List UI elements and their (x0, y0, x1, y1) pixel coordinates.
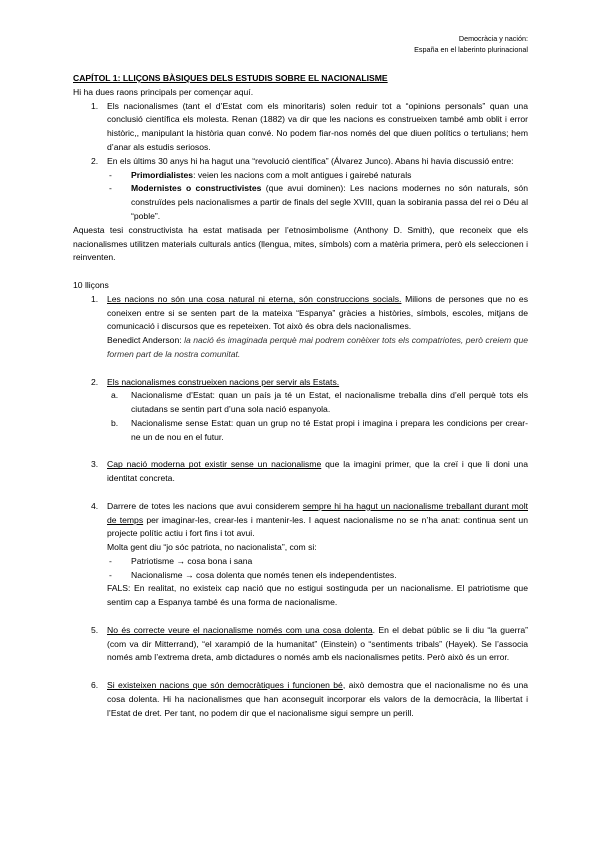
lessons-heading: 10 lliçons (73, 279, 109, 290)
lesson-number: 1. (91, 293, 99, 304)
subitem-text: Nacionalisme sense Estat: quan un grup no té Estat propi i imagina i prepara les condicions per crear-ne un de nou en el futur. (131, 417, 528, 442)
reason-number: 1. (91, 100, 99, 111)
lesson-number: 3. (91, 459, 99, 470)
lesson-number: 6. (91, 680, 99, 691)
lesson-key-statement: No és correcte veure el nacionalisme només com una cosa dolenta (107, 624, 373, 635)
school-term: Modernistes o constructivistes (131, 183, 262, 194)
school-term: Primordialistes (131, 169, 194, 180)
document-body (73, 72, 528, 720)
school-item (73, 169, 528, 183)
lesson-after (73, 582, 528, 610)
reason-number: 2. (91, 155, 99, 166)
quote-text: la nació és imaginada perquè mai podrem conèixer tots els compatriotes, però creiem que formen part de la nostra comunitat. (107, 335, 528, 359)
header-line-1: Democràcia y nación: (458, 34, 528, 43)
lesson-bullet (73, 555, 528, 569)
reason-item (73, 100, 528, 155)
lesson-item (73, 458, 528, 486)
reasons-list (73, 100, 528, 169)
lesson-subitem (73, 389, 528, 417)
lesson-number: 4. (91, 500, 99, 511)
chapter-title: CAPÍTOL 1: LLIÇONS BÀSIQUES DELS ESTUDIS SOBRE EL NACIONALISME (73, 73, 388, 83)
lesson-text: Milions de persones que no es coneixen entre si se senten part de la mateixa “Espanya” gràcies a històries, símbols, escoles, mitjans de comunicació i discursos que es repeteixen. Tot això és obra dels nacionalismes. (107, 293, 529, 332)
reason-text: Els nacionalismes (tant el d’Estat com els minoritaris) solen reduir tot a “opinions personals” quan una conclusió científica els molesta. Renan (1882) va dir que les nacions es construeixen també amb oblit i error històric,, manipulant la història quan convé. No podem fiar-nos només del que diuen polítics o tertulians; hem d’anar als estudis seriosos. (107, 100, 528, 152)
lessons-list (73, 293, 528, 721)
lesson-key-statement: Els nacionalismes construeixen nacions per servir als Estats. (107, 376, 340, 387)
schools-list (73, 169, 528, 224)
lesson-item (73, 624, 528, 665)
bullet-text: Nacionalisme → cosa dolenta que només tenen els independentistes. (131, 569, 397, 580)
subitem-text: Nacionalisme d’Estat: quan un país ja té un Estat, el nacionalisme treballa dins d’ell perquè tots els ciutadans se sentin part d’una sola nació espanyola. (131, 390, 528, 415)
lesson-after-text: FALS: En realitat, no existeix cap nació que no estigui sostinguda per un nacionalisme. El patriotisme que sentim cap a Espanya també és una forma de nacionalisme. (107, 583, 528, 608)
lesson-key-statement: Les nacions no són una cosa natural ni eterna, són construccions socials. (107, 293, 402, 304)
lesson-text: . En el debat públic se li diu “la guerra” (com va dir Mitterrand), “el xarampió de la humanitat” (Einstein) o “sentiments tribals” (Hayek). Se l’associa només amb l’extrema dreta, amb dictadures o només amb els nacionalismes petits. Però això és un error. (107, 624, 528, 663)
lesson-item (73, 500, 528, 555)
lesson-item (73, 293, 528, 362)
dash-bullet: - (109, 555, 112, 566)
reason-text: En els últims 30 anys hi ha hagut una “revolució científica” (Álvarez Junco). Abans hi havia discussió entre: (107, 155, 514, 166)
subitem-letter: b. (111, 417, 119, 428)
subitem-letter: a. (111, 390, 119, 401)
dash-bullet: - (109, 183, 112, 194)
lesson-text: , això demostra que el nacionalisme no és una cosa dolenta. Hi ha nacionalismes que han aconseguit incorporar els valors de la democràcia, la llibertat i l’Estat de dret. Per tant, no podem dir que el nacionalisme sigui sempre un perill. (107, 680, 528, 718)
lesson-key-statement: Si existeixen nacions que són democràtiques i funcionen bé (107, 680, 343, 691)
lesson-number: 5. (91, 624, 99, 635)
lesson-number: 2. (91, 376, 99, 387)
lesson-item (73, 679, 528, 720)
lesson-key-statement: Cap nació moderna pot existir sense un nacionalisme (107, 459, 322, 470)
header-line-2: España en el laberinto plurinacional (414, 45, 528, 54)
lesson-key-statement: sempre hi ha hagut un nacionalisme treballant durant molt de temps (107, 500, 528, 525)
lesson-subitem (73, 417, 528, 445)
lesson-text: que la imagini primer, que la creï i que li doni una identitat concreta. (107, 459, 528, 484)
lesson-text-line2: Molta gent diu “jo sóc patriota, no nacionalista”, com si: (107, 542, 317, 553)
running-header (414, 33, 528, 55)
intro-text: Hi ha dues raons principals per començar aquí. (73, 86, 254, 97)
reason-item (73, 155, 528, 169)
dash-bullet: - (109, 569, 112, 580)
school-description: (que avui dominen): Les nacions modernes no són naturals, són construïdes pels nacionalismes a partir de finals del segle XVIII, quan la sobirania passa del rei o Déu al “poble”. (131, 183, 528, 221)
constructivist-note: Aquesta tesi constructivista ha estat matisada per l’etnosimbolisme (Anthony D. Smith), que reconeix que els nacionalismes utilitzen materials culturals antics (llengua, mites, símbols) com a matèria primera, però els seleccionen i reinventen. (73, 224, 528, 263)
school-item (73, 182, 528, 223)
school-description: : veien les nacions com a molt antigues i gairebé naturals (193, 169, 412, 180)
lesson-text-pre: Darrere de totes les nacions que avui considerem (107, 500, 303, 511)
lesson-text: per imaginar-les, crear-les i mantenir-les. I aquest nacionalisme no se n’ha anat: continua sent un projecte polític actiu i fort fins i tot avui. (107, 514, 528, 539)
bullet-text: Patriotisme → cosa bona i sana (131, 555, 253, 566)
lesson-item (73, 376, 528, 390)
quote-author: Benedict Anderson: (107, 335, 185, 346)
lesson-bullet (73, 569, 528, 583)
dash-bullet: - (109, 169, 112, 180)
